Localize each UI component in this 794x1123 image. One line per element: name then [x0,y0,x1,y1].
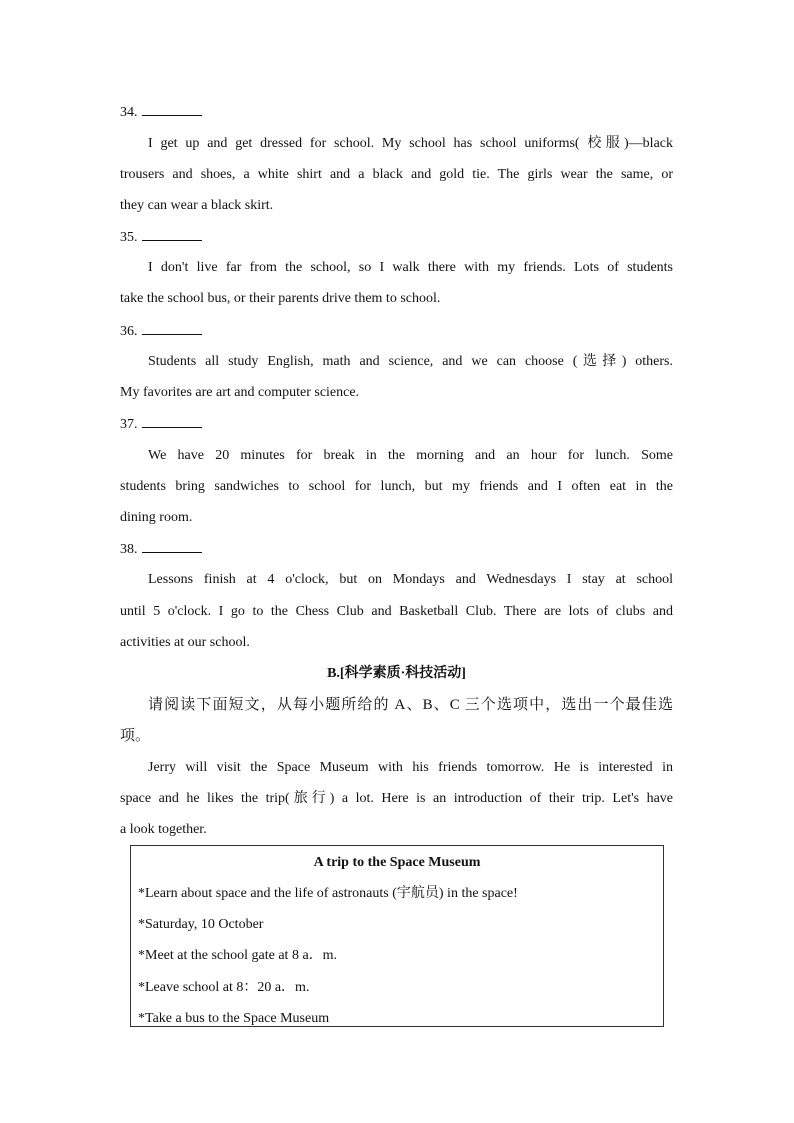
passage-line: trousers and shoes, a white shirt and a black and gold tie. The girls wear the same, or [120,167,673,182]
passage-line: Students all study English, math and science, and we can choose (选择) others. [148,354,673,369]
answer-blank [142,103,202,116]
passage-line: until 5 o'clock. I go to the Chess Club and Basketball Club. There are lots of clubs and [120,604,673,619]
passage-line: activities at our school. [120,635,250,650]
answer-blank [142,415,202,428]
question-number: 38. [120,542,138,557]
answer-blank [142,540,202,553]
passage-line: they can wear a black skirt. [120,198,274,213]
passage-line: dining room. [120,510,193,525]
passage-line: I don't live far from the school, so I walk there with my friends. Lots of students [148,260,673,275]
passage-line: space and he likes the trip(旅行) a lot. Here is an introduction of their trip. Let's have [120,791,673,806]
passage-line: students bring sandwiches to school for lunch, but my friends and I often eat in the [120,479,673,494]
passage-line: My favorites are art and computer science. [120,385,360,400]
passage-line: We have 20 minutes for break in the morning and an hour for lunch. Some [148,448,673,463]
question-number: 34. [120,105,138,120]
question-38-number [120,540,202,559]
question-37-number [120,415,202,434]
box-item: *Learn about space and the life of astronauts (宇航员) in the space! [138,886,518,901]
box-item: *Take a bus to the Space Museum [138,1011,330,1026]
question-number: 36. [120,324,138,339]
trip-info-box [130,845,664,1027]
passage-line: I get up and get dressed for school. My school has school uniforms( 校服)—black [148,136,673,151]
question-35-number [120,228,202,247]
question-number: 37. [120,417,138,432]
answer-blank [142,322,202,335]
question-number: 35. [120,230,138,245]
section-heading-text: B.[科学素质·科技活动] [327,666,466,681]
instruction-line: 项。 [120,728,151,744]
box-title: A trip to the Space Museum [313,855,481,870]
box-item: *Meet at the school gate at 8 a．m. [138,948,338,963]
question-34-number [120,103,202,122]
section-b-heading [120,665,673,683]
passage-line: take the school bus, or their parents drive them to school. [120,291,441,306]
box-item: *Saturday, 10 October [138,917,264,932]
question-36-number [120,322,202,341]
passage-line: a look together. [120,822,207,837]
passage-line: Jerry will visit the Space Museum with his friends tomorrow. He is interested in [148,760,673,775]
passage-line: Lessons finish at 4 o'clock, but on Mondays and Wednesdays I stay at school [148,572,673,587]
instruction-line: 请阅读下面短文，从每小题所给的 A、B、C 三个选项中，选出一个最佳选 [148,697,673,713]
box-item: *Leave school at 8：20 a．m. [138,980,310,995]
answer-blank [142,228,202,241]
